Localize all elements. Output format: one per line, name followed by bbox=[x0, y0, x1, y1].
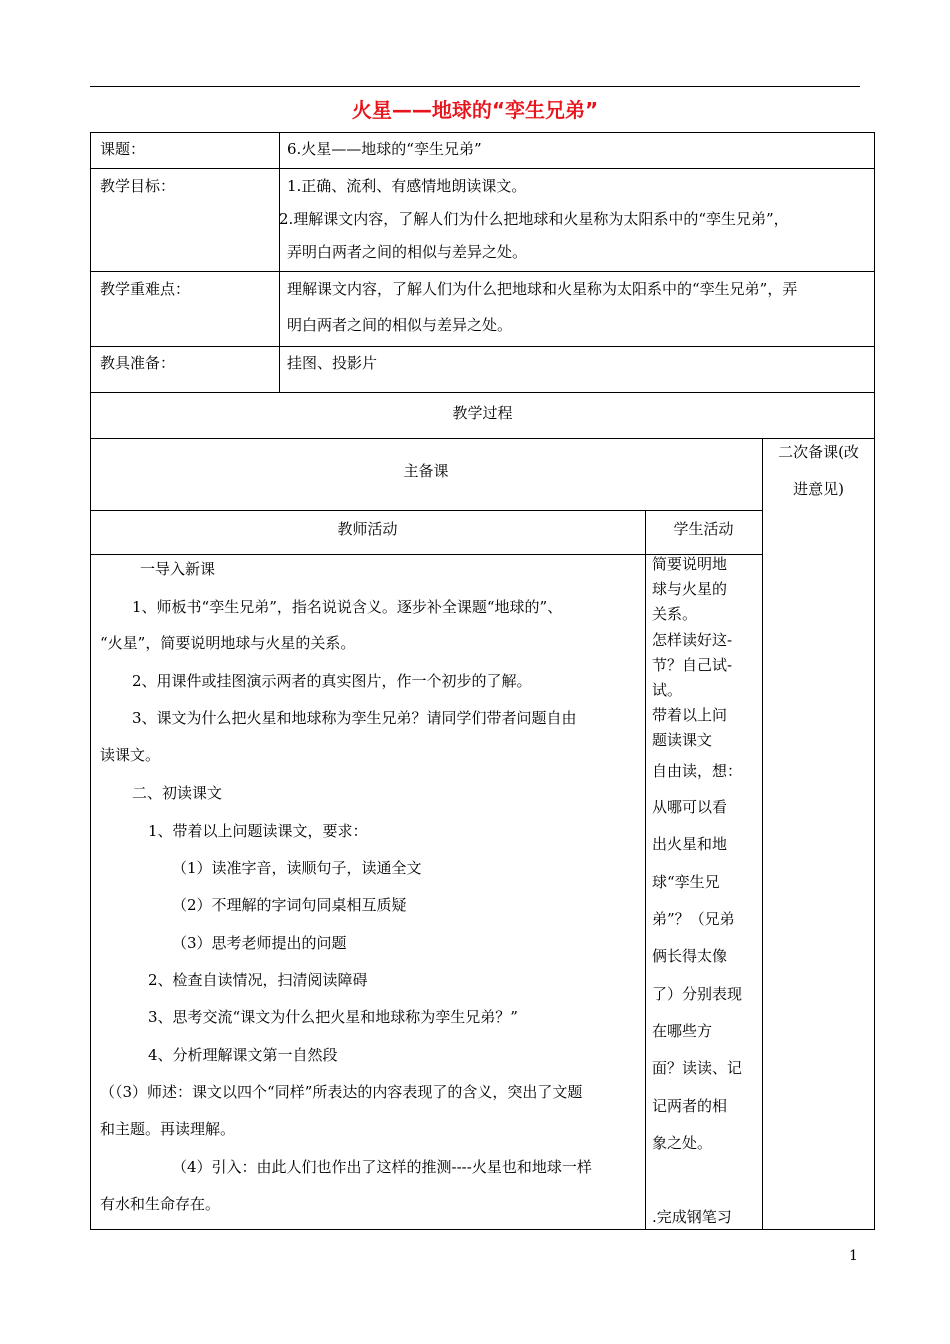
topic-value: 6.火星——地球的“孪生兄弟” bbox=[287, 140, 482, 158]
student-line: 从哪可以看 bbox=[652, 798, 728, 816]
student-line: 了）分别表现 bbox=[652, 985, 743, 1003]
student-line: 怎样读好这- bbox=[652, 631, 733, 649]
teacher-line: （1）读准字音，读顺句子，读通全文 bbox=[172, 859, 422, 877]
goal-line: 2.理解课文内容，了解人们为什么把地球和火星称为太阳系中的“孪生兄弟”， bbox=[279, 210, 789, 228]
teacher-line: 有水和生命存在。 bbox=[100, 1195, 221, 1213]
goal-line: 弄明白两者之间的相似与差异之处。 bbox=[287, 243, 528, 261]
student-line: 题读课文 bbox=[652, 731, 713, 749]
student-line: 俩长得太像 bbox=[652, 947, 728, 965]
second-prep-header: 二次备课(改 bbox=[778, 443, 859, 461]
teacher-line: 和主题。再读理解。 bbox=[100, 1120, 236, 1138]
teacher-line: （（3）师述：课文以四个“同样”所表达的内容表现了的含义，突出了文题 bbox=[100, 1083, 583, 1101]
teacher-line: 2、用课件或挂图演示两者的真实图片，作一个初步的了解。 bbox=[132, 672, 532, 690]
tools-value: 挂图、投影片 bbox=[287, 354, 378, 372]
teacher-line: 3、思考交流“课文为什么把火星和地球称为孪生兄弟？” bbox=[148, 1008, 518, 1026]
teacher-activity-header: 教师活动 bbox=[337, 520, 398, 538]
student-line: 节？自己试- bbox=[652, 656, 733, 674]
key-line: 明白两者之间的相似与差异之处。 bbox=[287, 316, 513, 334]
teacher-line: “火星”，简要说明地球与火星的关系。 bbox=[100, 634, 356, 652]
goal-line: 1.正确、流利、有感情地朗读课文。 bbox=[287, 177, 527, 195]
student-line: 关系。 bbox=[652, 605, 698, 623]
student-line: 简要说明地 bbox=[652, 555, 728, 573]
tools-label: 教具准备： bbox=[100, 354, 176, 372]
student-activity-header: 学生活动 bbox=[673, 520, 734, 538]
teacher-line: 1、带着以上问题读课文，要求： bbox=[148, 822, 368, 840]
teacher-line: 2、检查自读情况，扫清阅读障碍 bbox=[148, 971, 368, 989]
header-rule bbox=[90, 86, 860, 87]
goals-label: 教学目标： bbox=[100, 177, 176, 195]
student-line: 自由读，想： bbox=[652, 762, 743, 780]
teacher-line: 3、课文为什么把火星和地球称为孪生兄弟？请同学们带者问题自由 bbox=[132, 709, 577, 727]
teacher-line: 读课文。 bbox=[100, 746, 161, 764]
page-number: 1 bbox=[849, 1248, 858, 1264]
student-line: 记两者的相 bbox=[652, 1097, 728, 1115]
teacher-line: 二、初读课文 bbox=[132, 784, 223, 802]
student-line: 象之处。 bbox=[652, 1134, 713, 1152]
student-line: 试。 bbox=[652, 681, 683, 699]
main-prep-header: 主备课 bbox=[403, 462, 449, 480]
document-title: 火星——地球的“孪生兄弟” bbox=[351, 98, 599, 122]
process-header: 教学过程 bbox=[452, 404, 513, 422]
teacher-line: （3）思考老师提出的问题 bbox=[172, 934, 347, 952]
teacher-line: （2）不理解的字词句同桌相互质疑 bbox=[172, 896, 407, 914]
student-line: 球与火星的 bbox=[652, 580, 728, 598]
student-line: 弟”？（兄弟 bbox=[652, 910, 735, 928]
key-label: 教学重难点： bbox=[100, 280, 191, 298]
topic-label: 课题： bbox=[100, 140, 146, 158]
key-line: 理解课文内容，了解人们为什么把地球和火星称为太阳系中的“孪生兄弟”，弄 bbox=[287, 280, 798, 298]
second-prep-header: 进意见) bbox=[793, 480, 844, 498]
student-line: 球“孪生兄 bbox=[652, 873, 720, 891]
teacher-line: 1、师板书“孪生兄弟”，指名说说含义。逐步补全课题“地球的”、 bbox=[132, 598, 563, 616]
student-line: 出火星和地 bbox=[652, 835, 728, 853]
teacher-line: （4）引入：由此人们也作出了这样的推测----火星也和地球一样 bbox=[172, 1158, 592, 1176]
student-line: .完成钢笔习 bbox=[652, 1208, 732, 1226]
student-line: 在哪些方 bbox=[652, 1022, 713, 1040]
teacher-line: 一导入新课 bbox=[140, 560, 216, 578]
student-line: 面？读读、记 bbox=[652, 1059, 743, 1077]
teacher-line: 4、分析理解课文第一自然段 bbox=[148, 1046, 338, 1064]
student-line: 带着以上问 bbox=[652, 706, 728, 724]
